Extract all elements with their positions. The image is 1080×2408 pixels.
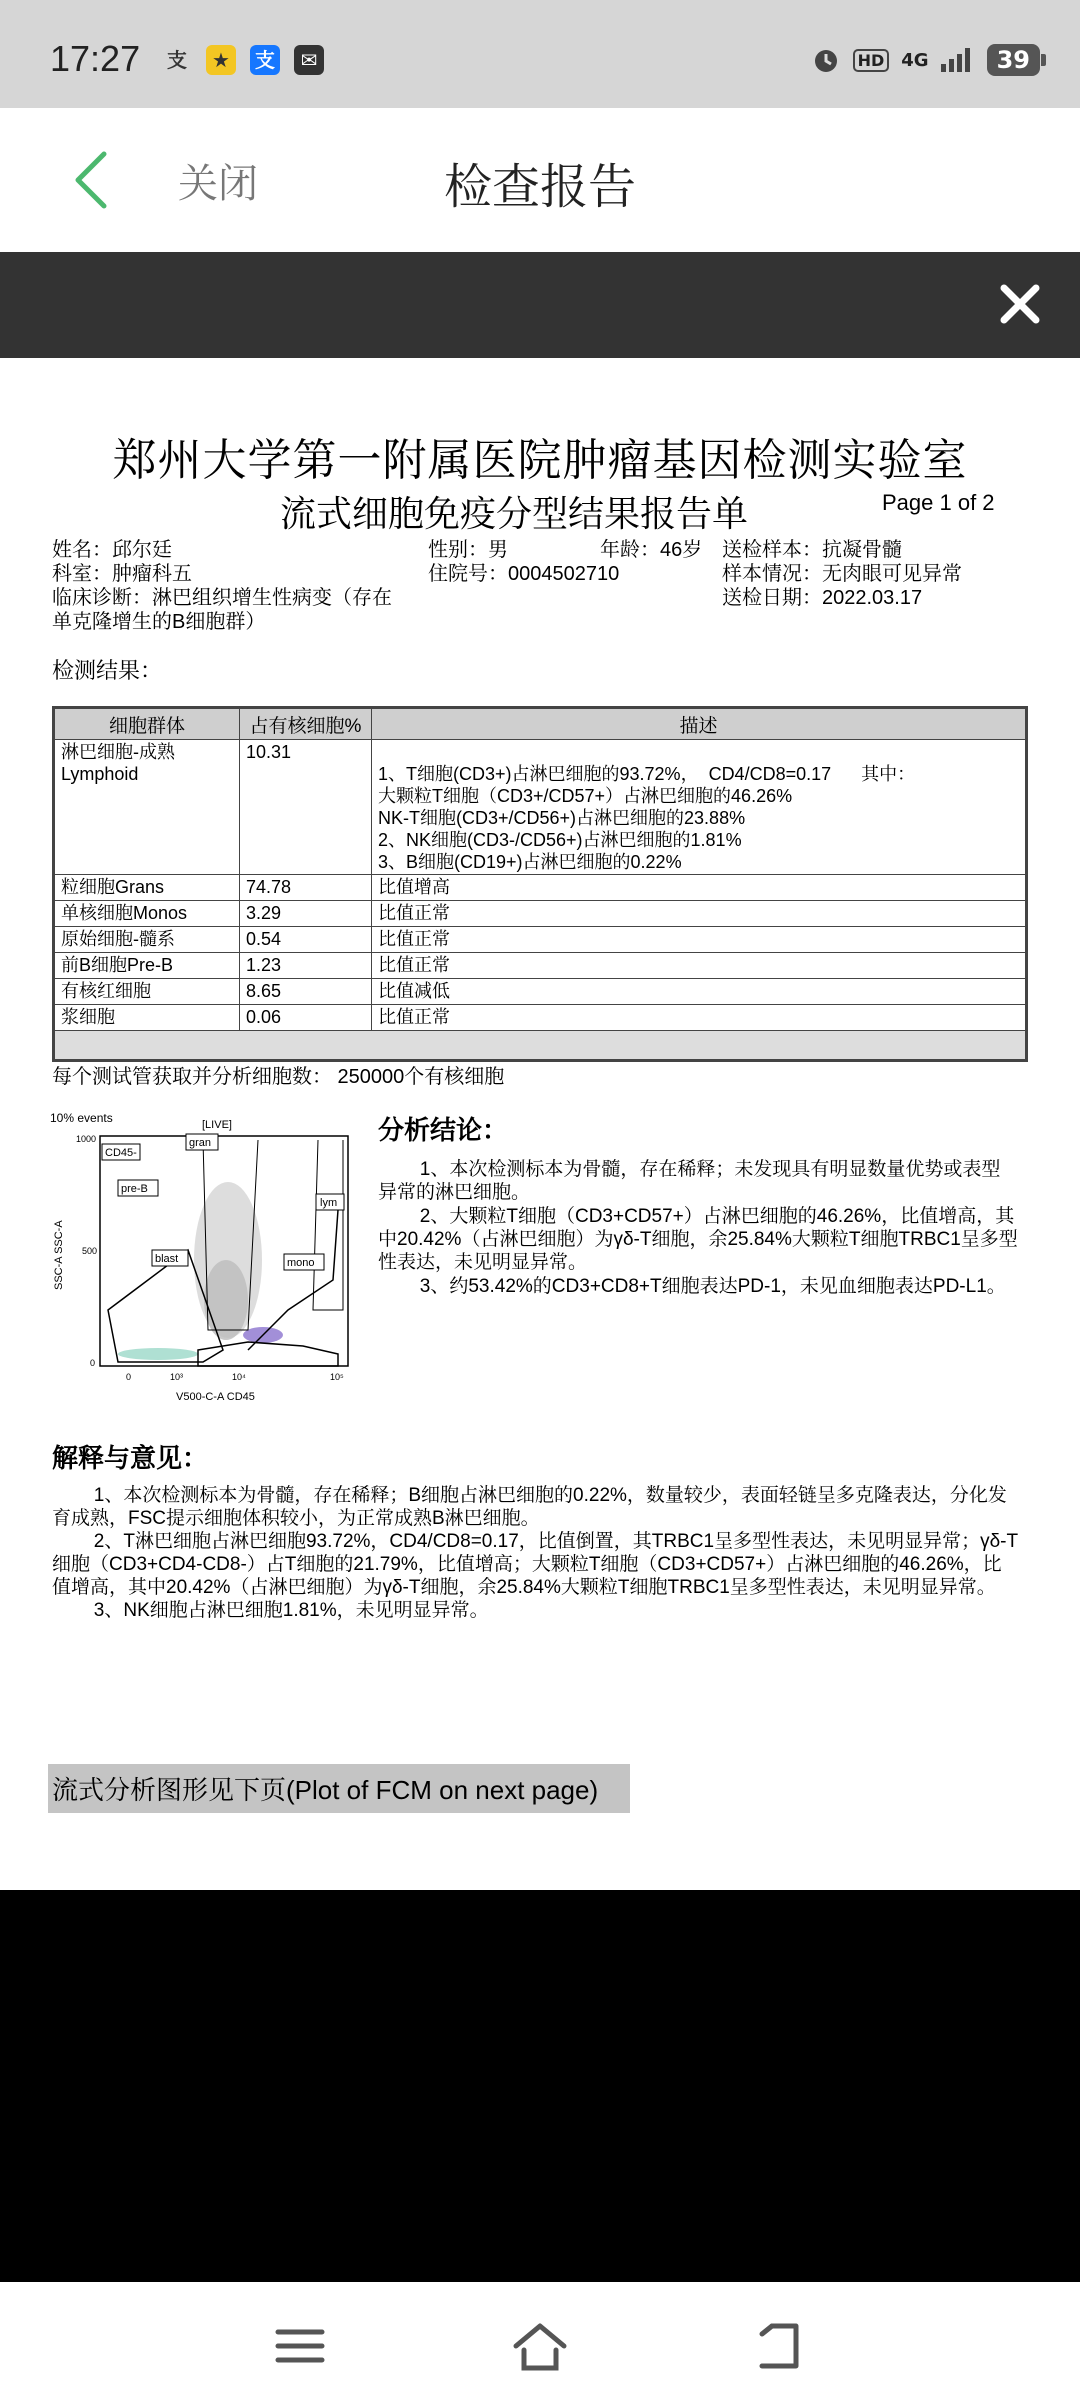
interpretation-title: 解释与意见： <box>52 1443 209 1473</box>
status-bar <box>0 0 1080 108</box>
cell-desc: 1、T细胞(CD3+)占淋巴细胞的93.72%， CD4/CD8=0.17 其中： 大颗粒T细胞（CD3+/CD57+）占淋巴细胞的46.26% NK-T细胞(CD3+/CD56+)占淋巴细胞的23.88% 2、NK细胞(CD3-/CD56+)占淋巴细胞的1.81% 3、B细胞(CD19+)占淋巴细胞的0.22% <box>372 740 1027 875</box>
report-document <box>0 358 1080 1890</box>
y-tick: 500 <box>82 1246 98 1256</box>
back-nav-icon[interactable] <box>750 2318 810 2374</box>
table-row <box>54 740 1027 875</box>
patient-diagnosis: 临床诊断：淋巴组织增生性病变（存在 <box>52 587 392 609</box>
table-row: 原始细胞-髓系 0.54 比值正常 <box>54 927 1027 953</box>
interpretation-item: 2、T淋巴细胞占淋巴细胞93.72%，CD4/CD8=0.17，比值倒置，其TRBC1呈多型性表达，未见明显异常；γδ-T细胞（CD3+CD4-CD8-）占T细胞的21.79%，比值增高；大颗粒T细胞（CD3+CD57+）占淋巴细胞的46.26%，比值增高，其中20.42%（占淋巴细胞）为γδ-T细胞，余25.84%大颗粒T细胞TRBC1呈多型性表达，未见明显异常。 <box>52 1531 1019 1598</box>
plot-events: 10% events <box>50 1111 113 1125</box>
x-tick: 10⁴ <box>232 1372 246 1382</box>
results-label: 检测结果： <box>52 658 163 683</box>
conclusion-text <box>378 1158 1018 1299</box>
next-page-note: 流式分析图形见下页(Plot of FCM on next page) <box>48 1764 630 1813</box>
hd-icon: HD <box>853 49 890 72</box>
patient-sex: 性别：男 <box>428 539 508 561</box>
y-tick: 1000 <box>76 1134 97 1144</box>
cell-population: 淋巴细胞-成熟 Lymphoid <box>54 740 240 875</box>
header-cell: 占有核细胞% <box>240 708 372 740</box>
interpretation-item: 1、本次检测标本为骨髓，存在稀释；B细胞占淋巴细胞的0.22%，数量较少，表面轻链呈多克隆表达，分化发育成熟，FSC提示细胞体积较小，为正常成熟B淋巴细胞。 <box>52 1485 1007 1529</box>
y-tick: 0 <box>90 1358 96 1368</box>
conclusion-item: 1、本次检测标本为骨髓，存在稀释；未发现具有明显数量优势或表型异常的淋巴细胞。 <box>378 1159 1001 1203</box>
app-icon: ★ <box>206 45 236 75</box>
x-tick: 0 <box>126 1372 132 1382</box>
viewer-toolbar <box>0 252 1080 358</box>
patient-admission: 住院号：0004502710 <box>428 563 620 585</box>
patient-age: 年龄：46岁 <box>600 539 703 561</box>
menu-icon[interactable] <box>270 2318 330 2374</box>
patient-dept: 科室：肿瘤科五 <box>52 563 192 585</box>
table-row: 单核细胞Monos 3.29 比值正常 <box>54 901 1027 927</box>
home-icon[interactable] <box>510 2318 570 2374</box>
alarm-icon <box>811 45 841 75</box>
gate-gran: gran <box>189 1137 212 1149</box>
gate-blast: blast <box>155 1253 179 1265</box>
interpretation-text <box>52 1484 1020 1622</box>
plot-xlabel: V500-C-A CD45 <box>176 1391 255 1403</box>
sample-state: 样本情况：无肉眼可见异常 <box>722 563 962 585</box>
header-cell: 细胞群体 <box>54 708 240 740</box>
report-title: 流式细胞免疫分型结果报告单 <box>280 493 749 534</box>
hospital-name: 郑州大学第一附属医院肿瘤基因检测实验室 <box>112 436 968 485</box>
network-label: 4G <box>901 49 929 71</box>
battery-icon: 39 <box>987 44 1040 76</box>
message-icon: ✉ <box>294 45 324 75</box>
conclusion-item: 3、约53.42%的CD3+CD8+T细胞表达PD-1，未见血细胞表达PD-L1。 <box>419 1276 1006 1297</box>
conclusion-title: 分析结论： <box>378 1115 509 1145</box>
system-icons <box>811 44 1040 76</box>
alipay-app-icon: 支 <box>250 45 280 75</box>
header-cell: 描述 <box>372 708 1027 740</box>
sample-type: 送检样本：抗凝骨髓 <box>722 539 902 561</box>
page-number: Page 1 of 2 <box>882 490 995 515</box>
cell-pct: 10.31 <box>240 740 372 875</box>
table-row: 浆细胞 0.06 比值正常 <box>54 1005 1027 1031</box>
sample-date: 送检日期：2022.03.17 <box>722 587 923 609</box>
gate-mono: mono <box>287 1257 315 1269</box>
alipay-icon: 支 <box>167 48 187 72</box>
cell-count: 每个测试管获取并分析细胞数： 250000个有核细胞 <box>52 1066 505 1088</box>
gate-cd45neg: CD45- <box>105 1147 137 1159</box>
flow-cytometry-plot <box>48 1110 358 1410</box>
gate-lym: lym <box>320 1197 338 1209</box>
page-title: 检查报告 <box>443 159 636 215</box>
table-header <box>54 708 1027 740</box>
close-button[interactable]: 关闭 <box>178 161 258 207</box>
results-table <box>52 706 1028 1062</box>
close-viewer-icon[interactable] <box>998 282 1042 326</box>
plot-ylabel: SSC-A SSC-A <box>53 1220 65 1290</box>
app-bar <box>0 108 1080 252</box>
x-tick: 10⁵ <box>330 1372 344 1382</box>
table-row: 粒细胞Grans 74.78 比值增高 <box>54 875 1027 901</box>
signal-icon <box>941 48 975 72</box>
system-nav-bar <box>0 2282 1080 2408</box>
table-row: 前B细胞Pre-B 1.23 比值正常 <box>54 953 1027 979</box>
x-tick: 10³ <box>170 1372 184 1382</box>
interpretation-item: 3、NK细胞占淋巴细胞1.81%，未见明显异常。 <box>93 1600 489 1621</box>
notification-icons <box>162 45 324 75</box>
patient-name: 姓名：邱尔廷 <box>52 539 172 561</box>
plot-live: [LIVE] <box>202 1119 232 1131</box>
table-row: 有核红细胞 8.65 比值减低 <box>54 979 1027 1005</box>
gate-preb: pre-B <box>121 1183 148 1195</box>
table-footer <box>54 1031 1027 1061</box>
conclusion-item: 2、大颗粒T细胞（CD3+CD57+）占淋巴细胞的46.26%，比值增高，其中20.42%（占淋巴细胞）为γδ-T细胞，余25.84%大颗粒T细胞TRBC1呈多型性表达，未见明显异常。 <box>378 1206 1018 1273</box>
patient-diagnosis-cont: 单克隆增生的B细胞群） <box>52 611 266 633</box>
status-time: 17:27 <box>50 38 141 79</box>
